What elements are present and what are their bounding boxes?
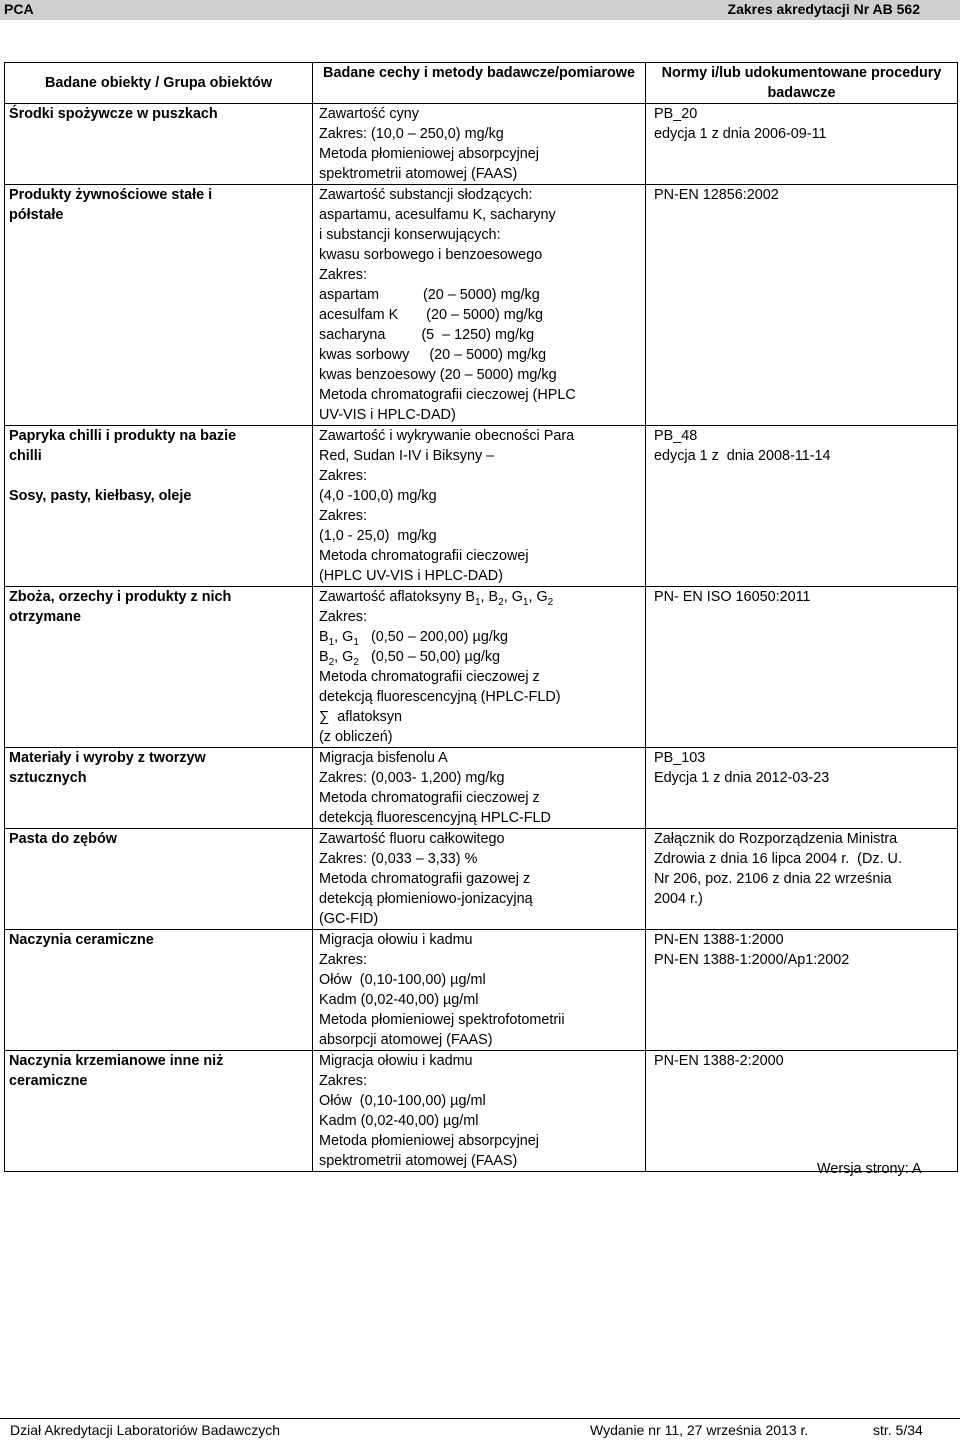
header-right: Zakres akredytacji Nr AB 562 <box>727 1 920 17</box>
row-norms: PB_48 edycja 1 z dnia 2008-11-14 <box>646 426 958 587</box>
row-features: Zawartość substancji słodzących: aspartamu, acesulfamu K, sacharyny i substancji konserwujących: kwasu sorbowego i benzoesowego Zakres: aspartam (20 – 5000) mg/kg acesulfam K (20 – 5000) mg/kg sacharyna (5 – 1250) mg/kg kwas sorbowy (20 – 5000) mg/kg kwas benzoesowy (20 – 5000) mg/kg Metoda chromatografii cieczowej (HPLC UV-VIS i HPLC-DAD) <box>313 185 646 426</box>
table-row <box>5 185 958 426</box>
table-row <box>5 930 958 1051</box>
table-row <box>5 426 958 587</box>
row-features: Migracja ołowiu i kadmu Zakres: Ołów (0,10-100,00) µg/ml Kadm (0,02-40,00) µg/ml Metoda płomieniowej absorpcyjnej spektrometrii atomowej (FAAS) <box>313 1051 646 1172</box>
footer-page-number: str. 5/34 <box>873 1422 923 1438</box>
accreditation-table <box>4 62 958 1172</box>
row-norms: PB_20 edycja 1 z dnia 2006-09-11 <box>646 104 958 185</box>
row-norms: PN-EN 1388-2:2000 <box>646 1051 958 1172</box>
row-objects: Pasta do zębów <box>5 829 313 930</box>
row-norms: PN-EN 1388-1:2000 PN-EN 1388-1:2000/Ap1:2002 <box>646 930 958 1051</box>
header-features: Badane cechy i metody badawcze/pomiarowe <box>313 63 646 104</box>
row-objects: Produkty żywnościowe stałe i półstałe <box>5 185 313 426</box>
row-objects: Naczynia krzemianowe inne niż ceramiczne <box>5 1051 313 1172</box>
aflatoxin-title: Zawartość aflatoksyny $B_1$, $B_2$, $G_1$, $G_2$ <box>319 589 554 608</box>
row-features: Migracja ołowiu i kadmu Zakres: Ołów (0,10-100,00) µg/ml Kadm (0,02-40,00) µg/ml Metoda płomieniowej spektrofotometrii absorpcji atomowej (FAAS) <box>313 930 646 1051</box>
row-norms: PB_103 Edycja 1 z dnia 2012-03-23 <box>646 748 958 829</box>
header-objects: Badane obiekty / Grupa obiektów <box>5 63 313 104</box>
row-norms: Załącznik do Rozporządzenia Ministra Zdrowia z dnia 16 lipca 2004 r. (Dz. U. Nr 206, poz. 2106 z dnia 22 września 2004 r.) <box>646 829 958 930</box>
footer-edition: Wydanie nr 11, 27 września 2013 r. <box>590 1422 809 1438</box>
table-row <box>5 1051 958 1172</box>
table-row <box>5 104 958 185</box>
header-left: PCA <box>4 1 34 17</box>
table-row <box>5 587 958 748</box>
row-objects: Naczynia ceramiczne <box>5 930 313 1051</box>
row-features: Zawartość cyny Zakres: (10,0 – 250,0) mg/kg Metoda płomieniowej absorpcyjnej spektrometrii atomowej (FAAS) <box>313 104 646 185</box>
aflatoxin-b2g2: $B_2$, $G_2$ (0,50 – 50,00) µg/kg <box>319 649 501 668</box>
aflatoxin-b1g1: $B_1$, $G_1$ (0,50 – 200,00) µg/kg <box>319 629 509 648</box>
row-objects: Materiały i wyroby z tworzyw sztucznych <box>5 748 313 829</box>
page-footer <box>0 1418 960 1441</box>
row-features: Zawartość fluoru całkowitego Zakres: (0,033 – 3,33) % Metoda chromatografii gazowej z detekcją płomieniowo-jonizacyjną (GC-FID) <box>313 829 646 930</box>
row-norms: PN-EN 12856:2002 <box>646 185 958 426</box>
page-version: Wersja strony: A <box>817 1161 922 1177</box>
row-objects: Środki spożywcze w puszkach <box>5 104 313 185</box>
row-objects: Papryka chilli i produkty na bazie chilli Sosy, pasty, kiełbasy, oleje <box>5 426 313 587</box>
table-header-row <box>5 63 958 104</box>
row-features: Migracja bisfenolu A Zakres: (0,003- 1,200) mg/kg Metoda chromatografii cieczowej z detekcją fluorescencyjną HPLC-FLD <box>313 748 646 829</box>
footer-org: Dział Akredytacji Laboratoriów Badawczych <box>10 1422 281 1438</box>
row-norms: PN- EN ISO 16050:2011 <box>646 587 958 748</box>
header-norms: Normy i/lub udokumentowane procedury badawcze <box>646 63 958 104</box>
row-objects: Zboża, orzechy i produkty z nich otrzymane <box>5 587 313 748</box>
row-features: Zawartość i wykrywanie obecności Para Red, Sudan I-IV i Biksyny – Zakres: (4,0 -100,0) mg/kg Zakres: (1,0 - 25,0) mg/kg Metoda chromatografii cieczowej (HPLC UV-VIS i HPLC-DAD) <box>313 426 646 587</box>
table-row <box>5 748 958 829</box>
table-row <box>5 829 958 930</box>
row-features: Zawartość aflatoksyny $B_1$, $B_2$, $G_1$, $G_2$ Zakres: $B_1$, $G_1$ (0,50 – 200,00) µg/kg $B_2$, $G_2$ (0,50 – 50,00) µg/kg Metoda chromatografii cieczowej z detekcją fluorescencyjną (HPLC-FLD) ∑ aflatoksyn (z obliczeń) <box>313 587 646 748</box>
page-header <box>0 0 960 20</box>
